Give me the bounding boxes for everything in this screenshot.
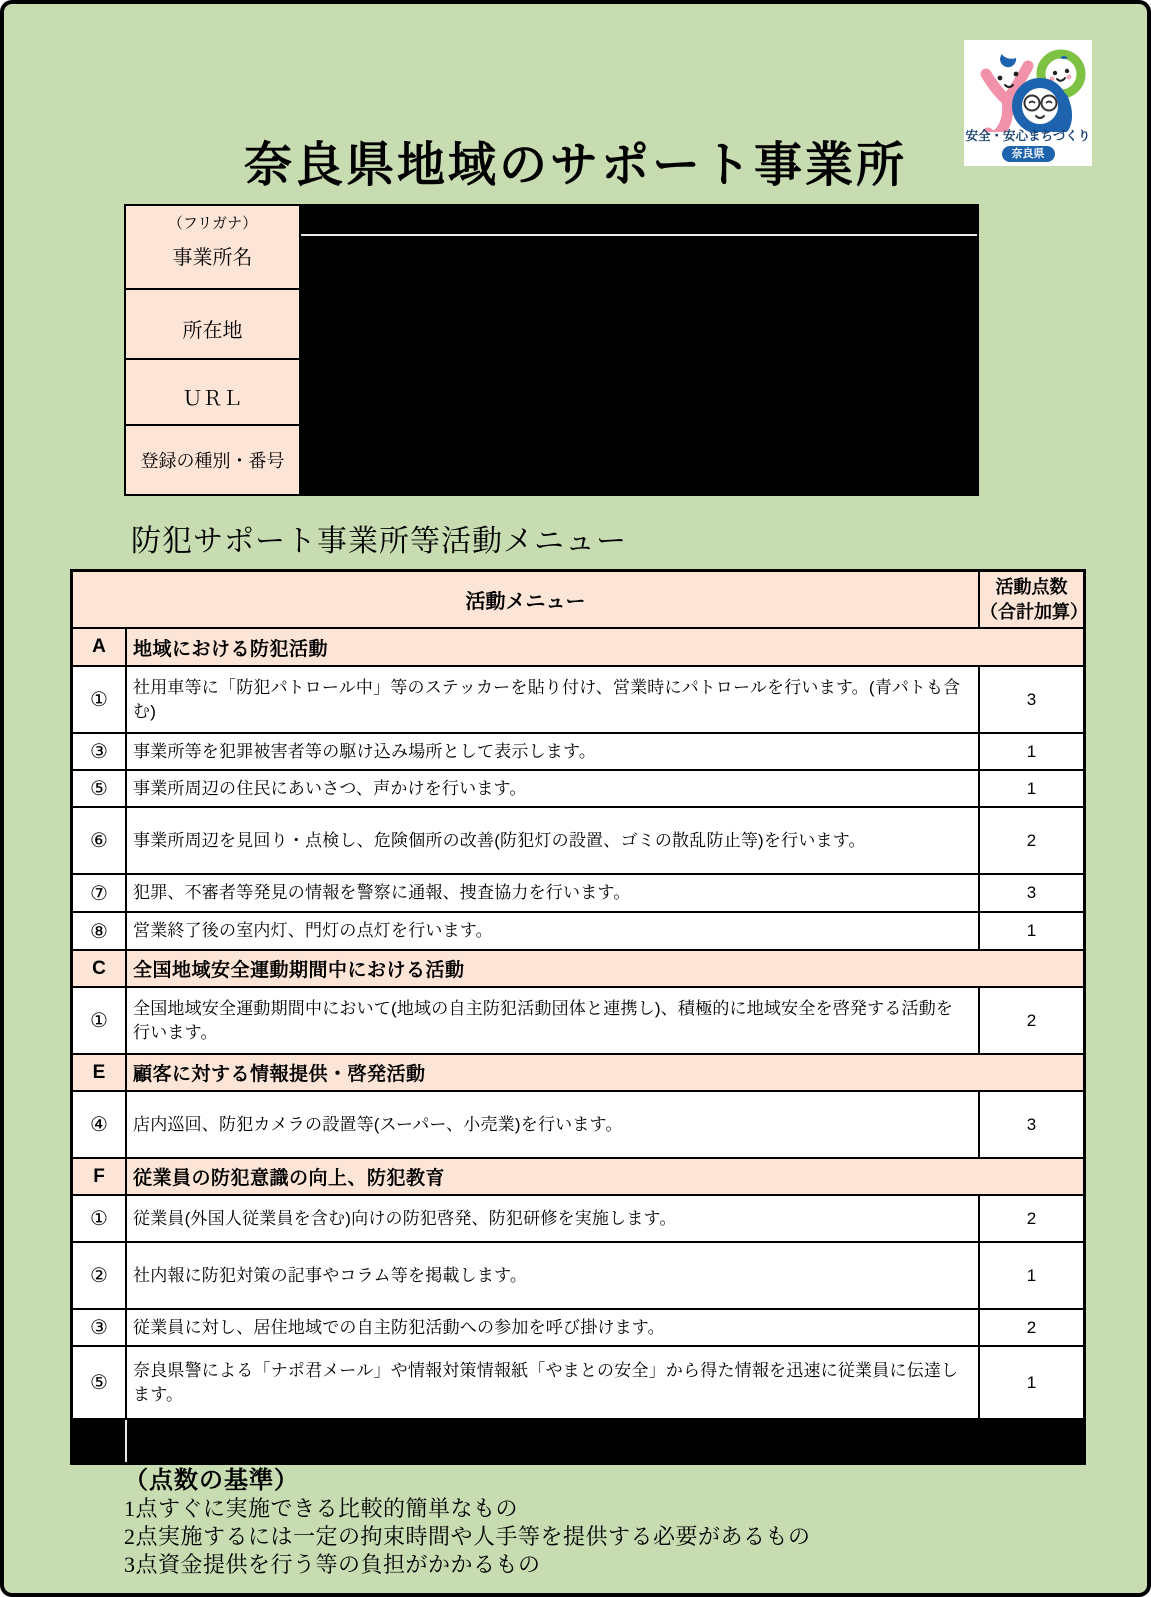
section-row-C: C 全国地域安全運動期間中における活動 [73,951,1083,988]
url-label: ＵＲＬ [182,387,243,410]
notes-heading: （点数の基準） [124,1468,299,1494]
logo-tagline: 安全・安心まちづくり [965,129,1091,143]
scoring-notes [124,1460,1064,1579]
name-label-cell [126,206,301,290]
section-row-A: A 地域における防犯活動 [73,629,1083,667]
points-column-header: 活動点数 （合計加算） [980,577,1088,622]
form-label-column [126,206,301,494]
registration-label-cell [126,426,301,494]
item-row: ⑧ 営業終了後の室内灯、門灯の点灯を行います。 1 [73,913,1083,951]
address-label-cell [126,290,301,360]
address-label: 所在地 [182,319,243,342]
furigana-label: （フリガナ） [167,215,258,232]
mascot-icon [964,40,1092,132]
table-header-row [73,572,1088,629]
activity-menu-heading: 防犯サポート事業所等活動メニュー [131,525,627,558]
item-row: ③ 事業所等を犯罪被害者等の駆け込み場所として表示します。 1 [73,734,1083,771]
item-row: ⑦ 犯罪、不審者等発見の情報を警察に通報、捜査協力を行います。 3 [73,875,1083,913]
item-row: ④ 店内巡回、防犯カメラの設置等(スーパー、小売業)を行います。 3 [73,1092,1083,1159]
item-row: ③ 従業員に対し、居住地域での自主防犯活動への参加を呼び掛けます。 2 [73,1310,1083,1347]
item-row: ⑤ 事業所周辺の住民にあいさつ、声かけを行います。 1 [73,771,1083,808]
notes-line-2: 2点実施するには一定の拘束時間や人手等を提供する必要があるもの [124,1524,811,1549]
url-label-cell [126,360,301,426]
logo-prefecture-badge: 奈良県 [1002,146,1055,162]
section-row-E: E 顧客に対する情報提供・啓発活動 [73,1055,1083,1092]
item-row: ⑤ 奈良県警による「ナポ君メール」や情報対策情報紙「やまとの安全」から得た情報を迅速に従業員に伝達します。 1 [73,1347,1083,1420]
notes-line-3: 3点資金提供を行う等の負担がかかるもの [124,1552,541,1577]
business-info-form [124,204,979,496]
section-row-F: F 従業員の防犯意識の向上、防犯教育 [73,1159,1083,1196]
item-row: ① 従業員(外国人従業員を含む)向けの防犯啓発、防犯研修を実施します。 2 [73,1196,1083,1243]
page-title: 奈良県地域のサポート事業所 [243,139,907,192]
item-row: ② 社内報に防犯対策の記事やコラム等を掲載します。 1 [73,1243,1083,1310]
menu-column-header: 活動メニュー [73,572,980,627]
activity-menu-table [70,569,1086,1465]
notes-line-1: 1点すぐに実施できる比較的簡単なもの [124,1496,519,1521]
item-row: ① 全国地域安全運動期間中において(地域の自主防犯活動団体と連携し)、積極的に地域安全を啓発する活動を行います。 2 [73,988,1083,1055]
redacted-row [73,1420,1083,1462]
item-row: ① 社用車等に「防犯パトロール中」等のステッカーを貼り付け、営業時にパトロールを行います。(青パトも含む) 3 [73,667,1083,734]
safety-town-logo [964,40,1092,166]
item-row: ⑥ 事業所周辺を見回り・点検し、危険個所の改善(防犯灯の設置、ゴミの散乱防止等)を行います。 2 [73,808,1083,875]
redacted-form-values [301,206,977,494]
registration-label: 登録の種別・番号 [140,451,285,471]
furigana-separator-line [301,234,977,236]
business-name-label: 事業所名 [172,247,253,269]
